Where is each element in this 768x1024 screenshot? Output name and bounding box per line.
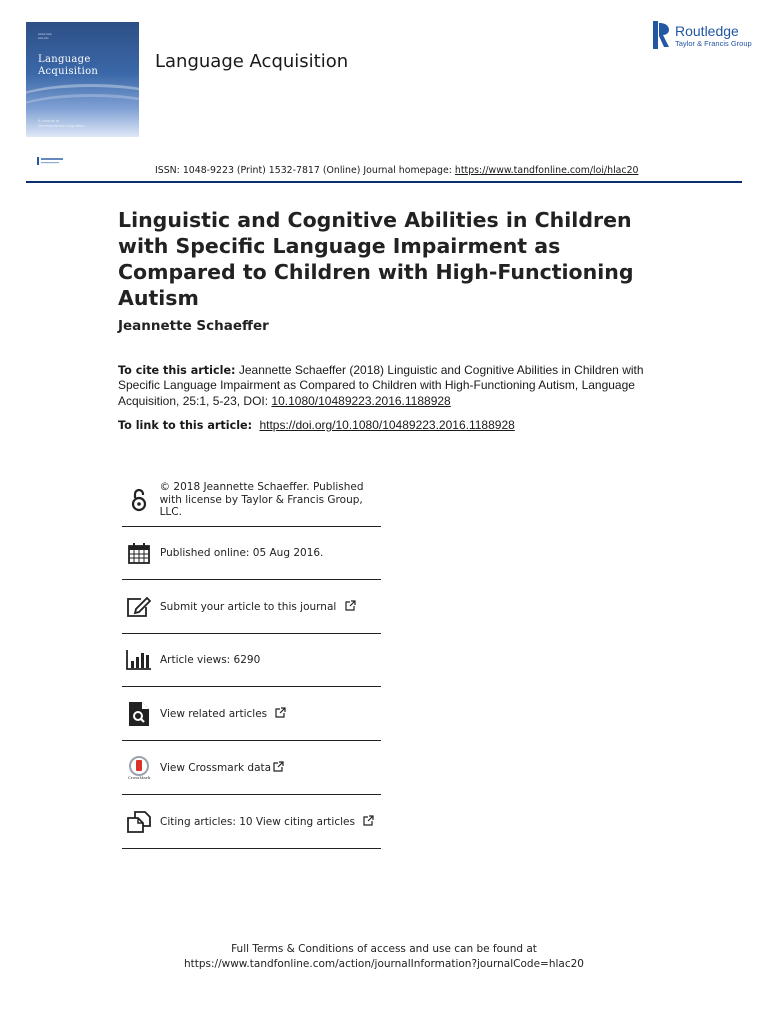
citing-articles-link[interactable] — [160, 815, 374, 829]
license-text: © 2018 Jeannette Schaeffer. Published with license by Taylor & Francis Group, LLC. — [159, 481, 364, 519]
external-link-icon — [273, 761, 284, 772]
cover-title-line1: Language — [38, 54, 91, 65]
article-author[interactable]: Jeannette Schaeffer — [118, 318, 269, 334]
external-link-icon — [345, 600, 356, 611]
license-row — [122, 474, 381, 527]
related-row[interactable] — [122, 687, 381, 741]
article-views: Article views: 6290 — [160, 653, 261, 666]
routledge-mark-icon — [653, 21, 671, 49]
crossmark-link[interactable] — [160, 761, 284, 775]
footer — [0, 942, 768, 972]
journal-homepage-link[interactable]: https://www.tandfonline.com/loi/hlac20 — [454, 165, 639, 176]
cover-title — [38, 54, 98, 78]
issn-text: ISSN: 1048-9223 (Print) 1532-7817 (Online) Journal homepage: — [155, 165, 452, 176]
cover-wave — [26, 94, 139, 137]
published-date: Published online: 05 Aug 2016. — [160, 546, 324, 559]
article-link[interactable]: https://doi.org/10.1080/10489223.2016.1188928 — [259, 418, 515, 432]
cite-label: To cite this article: — [118, 364, 236, 377]
publisher-subtitle: Taylor & Francis Group — [675, 39, 752, 48]
related-articles-text: View related articles — [160, 707, 268, 720]
external-link-icon — [363, 815, 374, 826]
cover-top-text: ▪▪▪▪▪▪▪ ▪▪▪▪▪ ▪▪▪▪▪ ▪▪▪▪ — [38, 32, 52, 40]
submit-article-link[interactable] — [160, 600, 356, 614]
routledge-logo[interactable] — [653, 21, 752, 53]
footer-terms-link[interactable]: https://www.tandfonline.com/action/journalInformation?journalCode=hlac20 — [184, 958, 584, 970]
published-row — [122, 527, 381, 580]
publisher-name: Routledge — [675, 23, 739, 39]
edit-icon — [126, 594, 152, 620]
routledge-small-logo — [37, 157, 65, 165]
citing-row[interactable] — [122, 795, 381, 849]
journal-cover-image — [26, 22, 139, 137]
cover-subtitle-line1: A Journal of — [38, 118, 60, 123]
related-articles-link[interactable] — [160, 707, 286, 721]
citing-icon — [126, 809, 152, 835]
journal-name[interactable]: Language Acquisition — [155, 51, 349, 72]
article-title: Linguistic and Cognitive Abilities in Children with Specific Language Impairment as Compared to Children with High-Functioning Autism — [118, 208, 634, 310]
crossmark-icon — [126, 755, 152, 781]
crossmark-icon-label: CrossMark — [127, 774, 151, 780]
cover-title-line2: Acquisition — [38, 66, 99, 77]
crossmark-row[interactable] — [122, 741, 381, 795]
citing-articles-text: Citing articles: 10 View citing articles — [160, 815, 355, 828]
views-row — [122, 634, 381, 687]
header-rule — [26, 181, 742, 183]
doi-link[interactable]: 10.1080/10489223.2016.1188928 — [271, 393, 451, 408]
calendar-icon — [126, 540, 152, 566]
cover-subtitle — [38, 118, 84, 128]
open-access-icon — [126, 487, 152, 513]
cite-text: Jeannette Schaeffer (2018) Linguistic and Cognitive Abilities in Children with Specific Language Impairment as Compared to Children with High-Functioning Autism, Language Acquisition, 25:1, 5-23, DOI: — [118, 363, 644, 408]
submit-row[interactable] — [122, 580, 381, 634]
link-line — [118, 418, 515, 432]
external-link-icon — [275, 707, 286, 718]
cover-subtitle-line2: Developmental Linguistics — [38, 123, 85, 128]
article-info-box — [122, 474, 381, 849]
link-label: To link to this article: — [118, 419, 253, 432]
crossmark-text: View Crossmark data — [160, 761, 272, 774]
submit-article-text: Submit your article to this journal — [160, 600, 337, 613]
issn-line — [155, 165, 639, 176]
document-search-icon — [126, 701, 152, 727]
footer-line1: Full Terms & Conditions of access and use can be found at — [231, 943, 537, 955]
citation-block — [118, 363, 648, 409]
bar-chart-icon — [126, 647, 152, 673]
